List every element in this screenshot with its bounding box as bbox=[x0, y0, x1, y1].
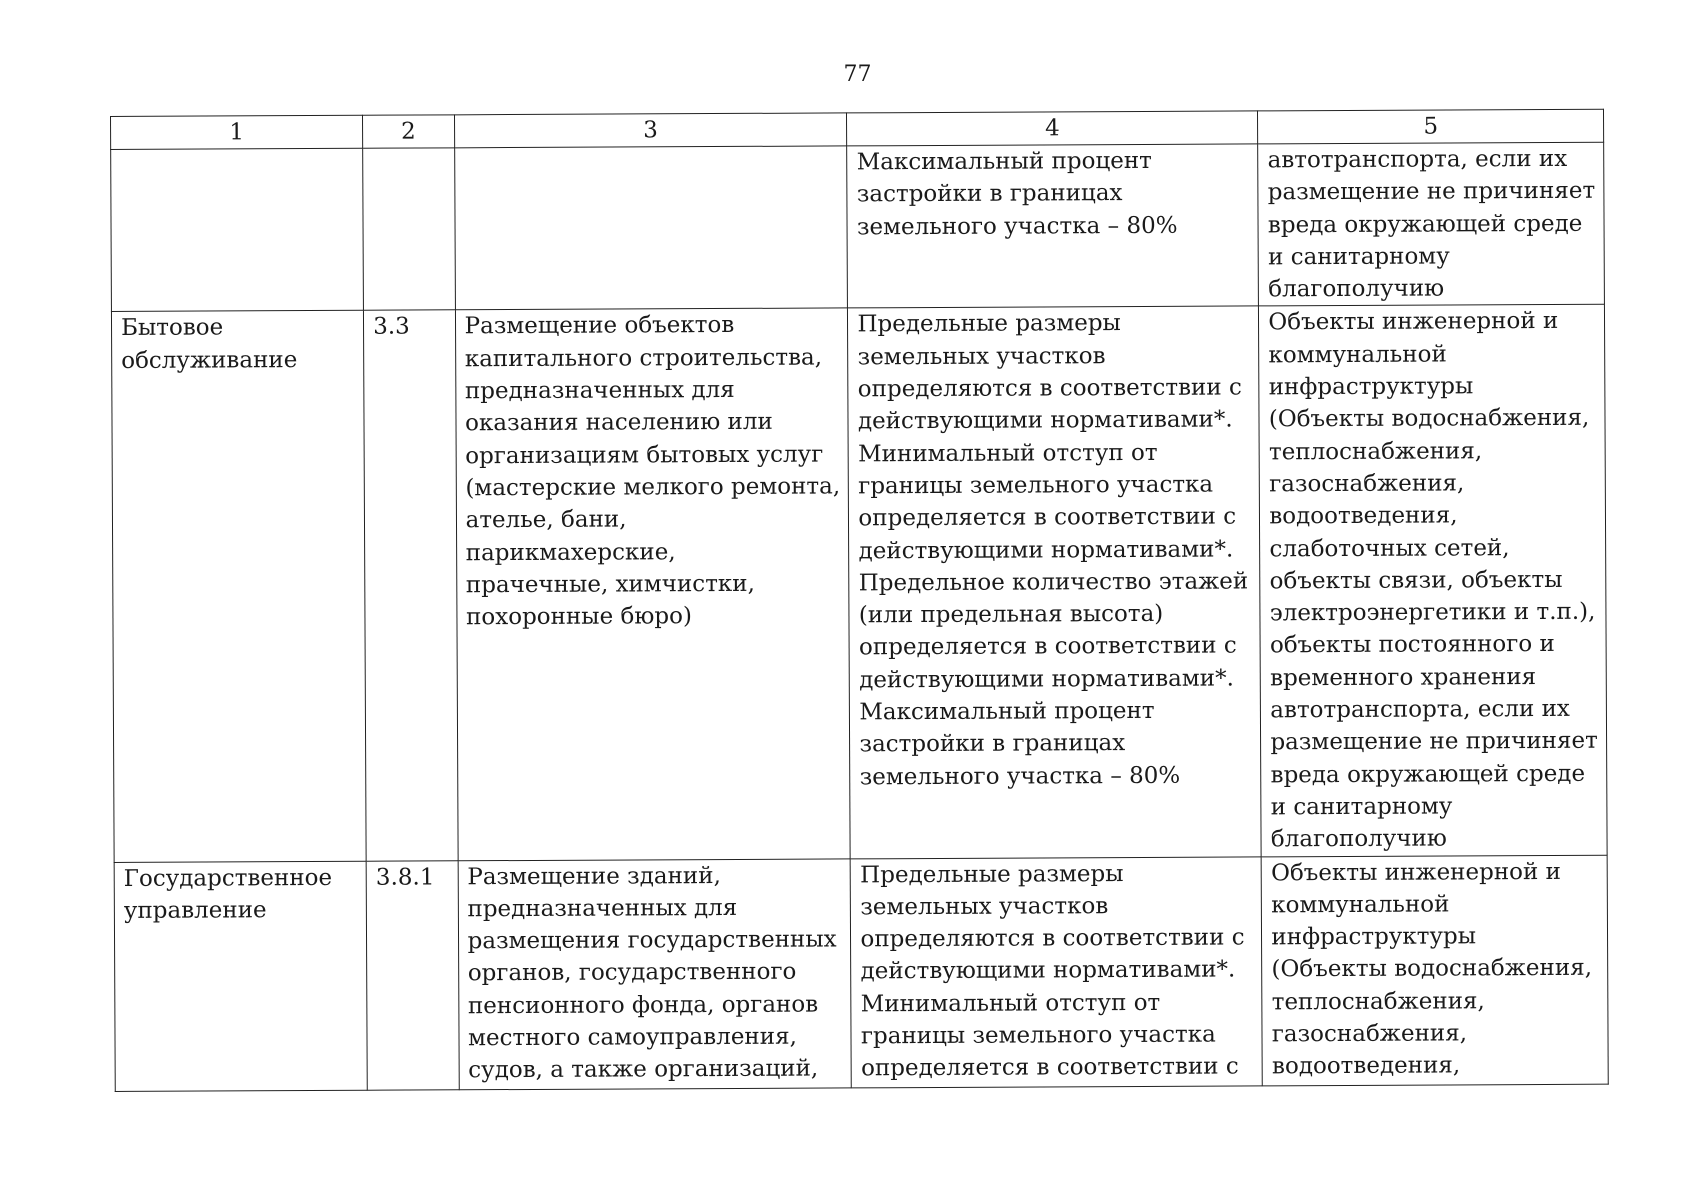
code-cell bbox=[366, 860, 459, 1089]
parameters-cell bbox=[851, 856, 1263, 1087]
auxiliary-objects: Объекты инженерной и коммунальной инфраструктуры (Объекты водоснабжения, теплоснабжения, газоснабжения, водоотведения, слаботочных сетей, объекты связи, объекты электроэнергетики и т.п.), объекты постоянного и временного хранения автотранспорта, если их размещение не причиняет вреда окружающей среде и санитарному благополучию bbox=[1268, 308, 1598, 853]
description-cell bbox=[458, 858, 852, 1089]
auxiliary-cell bbox=[1261, 855, 1608, 1086]
land-use-code: 3.8.1 bbox=[375, 863, 435, 891]
code-cell bbox=[364, 310, 458, 860]
parameters-cell bbox=[847, 144, 1259, 308]
description-cell bbox=[455, 308, 851, 860]
column-header-1: 1 bbox=[111, 115, 363, 149]
auxiliary-objects: автотранспорта, если их размещение не причиняет вреда окружающей среде и санитарному благополучию bbox=[1267, 145, 1596, 303]
building-parameters: Предельные размеры земельных участков определяются в соответствии с действующими нормативами*. Минимальный отступ от границы земельного участка определяется в соответствии с bbox=[860, 860, 1245, 1082]
column-header-5: 5 bbox=[1258, 109, 1604, 144]
building-parameters: Предельные размеры земельных участков определяются в соответствии с действующими нормативами*. Минимальный отступ от границы земельного участка определяется в соответствии с действующими нормативами*. Предельное количество этажей (или предельная высота) определяется в соответствии с действующими нормативами*. Максимальный процент застройки в границах земельного участка – 80% bbox=[857, 310, 1249, 790]
land-use-code: 3.3 bbox=[373, 314, 410, 341]
land-use-type: Бытовое обслуживание bbox=[120, 314, 298, 374]
description-cell bbox=[454, 146, 848, 310]
land-use-type-cell bbox=[114, 861, 367, 1091]
land-use-type: Государственное управление bbox=[123, 864, 333, 924]
regulations-table bbox=[110, 109, 1609, 1092]
land-use-type-cell bbox=[111, 311, 366, 862]
building-parameters: Максимальный процент застройки в границах земельного участка – 80% bbox=[856, 147, 1178, 240]
table-row bbox=[111, 142, 1605, 312]
code-cell bbox=[363, 148, 455, 311]
page-number: 77 bbox=[843, 62, 872, 87]
table-row bbox=[114, 855, 1608, 1091]
land-use-type-cell bbox=[111, 148, 364, 312]
column-header-3: 3 bbox=[454, 113, 847, 148]
parameters-cell bbox=[848, 306, 1262, 858]
land-use-type bbox=[120, 149, 354, 150]
land-use-description: Размещение зданий, предназначенных для размещения государственных органов, государственного пенсионного фонда, органов местного самоуправления, судов, а также организаций, bbox=[467, 862, 837, 1084]
column-header-2: 2 bbox=[363, 115, 455, 148]
table-row bbox=[111, 305, 1607, 862]
auxiliary-cell bbox=[1259, 305, 1607, 857]
auxiliary-cell bbox=[1258, 142, 1604, 306]
land-use-description bbox=[464, 146, 839, 148]
column-header-4: 4 bbox=[847, 111, 1258, 146]
land-use-description: Размещение объектов капитального строительства, предназначенных для оказания населению или организациям бытовых услуг (мастерские мелкого ремонта, ателье, бани, парикмахерские, прачечные, химчистки, похоронные бюро) bbox=[464, 312, 841, 631]
auxiliary-objects: Объекты инженерной и коммунальной инфраструктуры (Объекты водоснабжения, теплоснабжения, газоснабжения, водоотведения, bbox=[1270, 858, 1593, 1080]
